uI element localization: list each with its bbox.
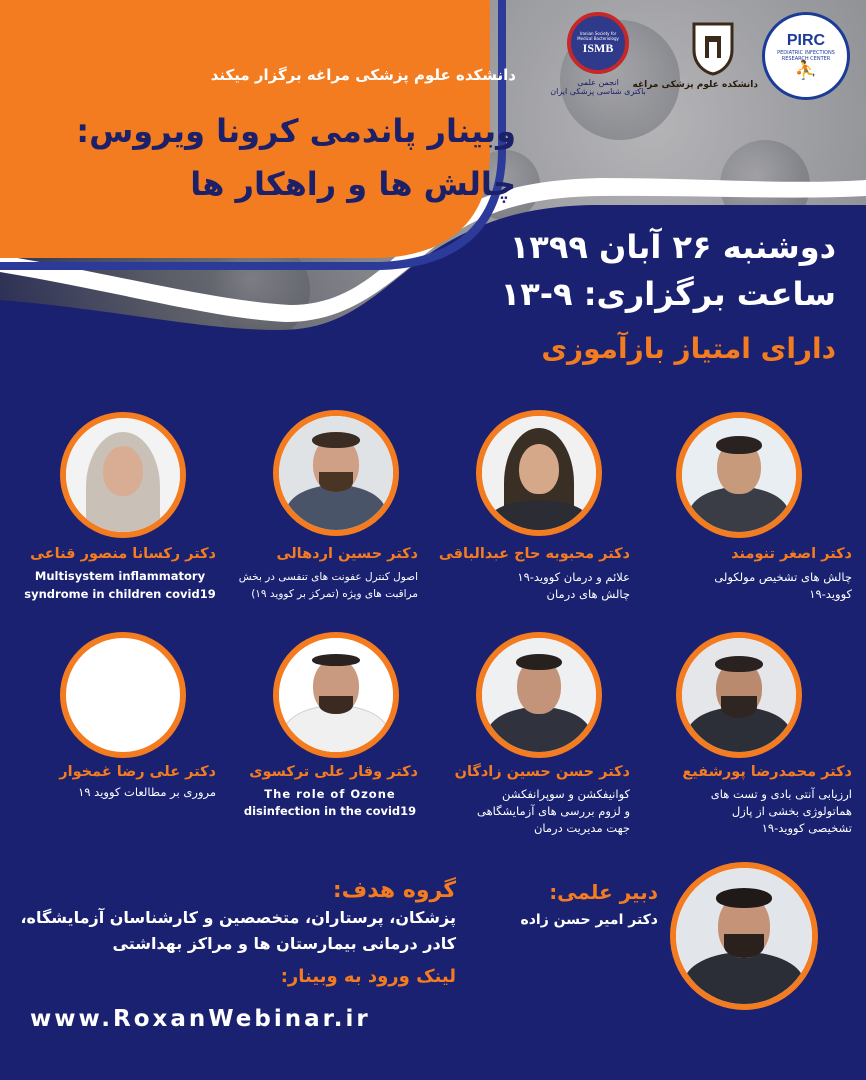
speaker-topic: چالش های درمان [546,587,630,601]
speaker-photo [273,632,399,758]
webinar-url-link[interactable]: www.RoxanWebinar.ir [30,1006,371,1032]
webinar-title-line2: چالش ها و راهکار ها [190,165,516,203]
target-group-title: گروه هدف: [332,878,456,903]
speaker-topic: Multisystem inflammatory [34,569,206,583]
speaker-photo [676,412,802,538]
pirc-logo-subtitle: PEDIATRIC INFECTIONS RESEARCH CENTER [777,50,835,62]
event-time: ساعت برگزاری: ۹-۱۳ [500,275,836,313]
speaker-topic: کوانیفکشن و سوپرانفکشن [501,787,630,801]
webinar-title-line1: وبینار پاندمی کرونا ویروس: [76,112,516,150]
speaker-topic: اصول کنترل عفونت های تنفسی در بخش [238,571,418,583]
university-emblem-icon [690,20,736,76]
ismb-caption-line1: انجمن علمی [577,78,619,87]
speaker-photo-placeholder [60,632,186,758]
speaker-photo [60,412,186,538]
speaker-topic: disinfection in the covid19 [243,804,417,818]
speaker-topic: مروری بر مطالعات کووید ۱۹ [78,785,216,799]
children-icon: ⛹ [794,60,818,81]
event-date: دوشنبه ۲۶ آبان ۱۳۹۹ [509,228,836,266]
speaker-topic: علائم و درمان کووید-۱۹ [517,570,630,584]
ismb-logo [548,12,648,112]
speaker-name: دکتر محمدرضا پورشفیع [682,764,852,780]
pirc-logo [762,12,850,100]
pirc-logo-text: PIRC [786,32,826,49]
scientific-secretary-name: دکتر امیر حسن زاده [520,912,658,928]
speaker-name: دکتر وقار علی ترکسوی [249,764,418,780]
retraining-points: دارای امتیاز بازآموزی [541,332,836,365]
speaker-photo [476,632,602,758]
ismb-name: ISMB [582,40,614,55]
webinar-link-title: لینک ورود به وبینار: [280,966,456,987]
secretary-photo [670,862,818,1010]
speaker-topic: The role of Ozone [264,787,396,801]
speaker-topic: و لزوم بررسی های آزمایشگاهی [477,804,630,818]
speaker-name: دکتر حسین اردهالی [276,546,418,562]
speaker-topic: هماتولوژی بخشی از پازل [731,804,852,818]
speaker-topic: جهت مدیریت درمان [533,821,630,835]
target-group-line: پزشکان، پرستاران، متخصصین و کارشناسان آزمایشگاه، [20,908,456,927]
speaker-name: دکتر حسن حسین زادگان [454,764,630,780]
speaker-topic: کووید-۱۹ [809,587,852,601]
speaker-photo [676,632,802,758]
speaker-name: دکتر اصغر تنومند [731,546,852,562]
organizer-line: دانشکده علوم پزشکی مراغه برگزار میکند [210,66,516,84]
speaker-name: دکتر محبوبه حاج عبدالباقی [438,546,630,562]
ismb-caption-line2: باکتری شناسی پزشکی ایران [550,87,646,96]
speaker-topic: تشخیصی کووید-۱۹ [761,821,852,835]
speaker-topic: مراقبت های ویژه (تمرکز بر کووید ۱۹) [251,588,418,600]
speaker-topic: ارزیابی آنتی بادی و تست های [710,787,852,801]
speaker-photo [273,410,399,536]
speaker-name: دکتر رکسانا منصور قناعی [30,546,216,562]
university-caption: دانشکده علوم پزشکی مراغه [632,80,758,90]
speaker-topic: syndrome in children covid19 [24,587,216,601]
ismb-emblem [567,12,629,74]
ismb-ring-text: Iranian Society for Medical Bacteriology [577,30,619,41]
speaker-photo [476,410,602,536]
speaker-name: دکتر علی رضا غمخوار [59,764,216,780]
university-logo [632,20,758,120]
scientific-secretary-title: دبیر علمی: [549,880,658,904]
speaker-topic: چالش های تشخیص مولکولی [714,570,852,584]
target-group-line: کادر درمانی بیمارستان ها و مراکز بهداشتی [112,934,456,953]
